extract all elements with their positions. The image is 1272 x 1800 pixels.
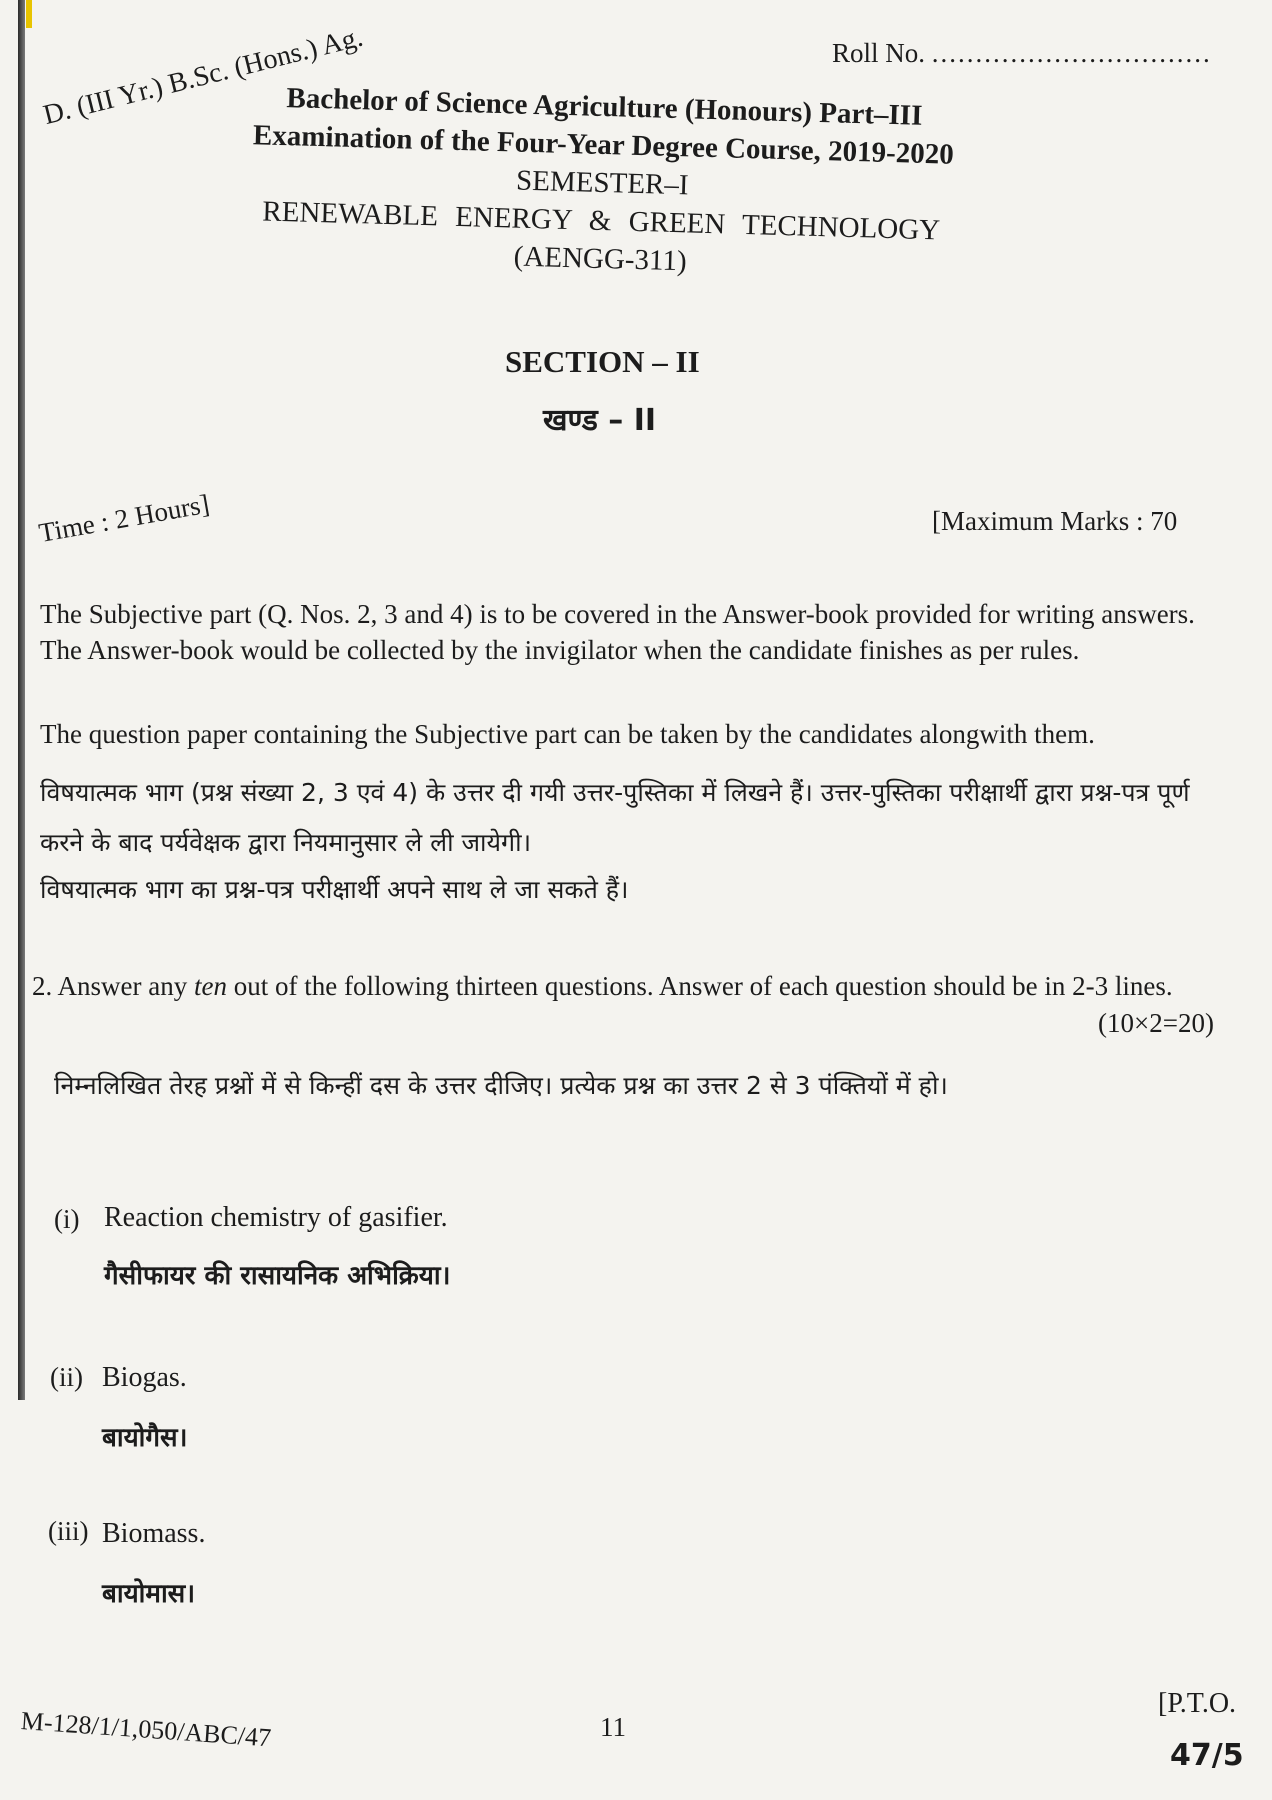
- set-number: 47/5: [1170, 1738, 1244, 1773]
- sub-question-number: (i): [54, 1204, 80, 1234]
- section-hindi-title: खण्ड – II: [543, 403, 657, 438]
- roll-label: Roll No.: [832, 38, 926, 68]
- instruction-hi-2: विषयात्मक भाग का प्रश्न-पत्र परीक्षार्थी अपने साथ ले जा सकते हैं।: [40, 875, 629, 904]
- question-hindi: निम्नलिखित तेरह प्रश्नों में से किन्हीं दस के उत्तर दीजिए। प्रत्येक प्रश्न का उत्तर 2 से 3 पंक्तियों में हो।: [54, 1071, 948, 1100]
- question-text-a: Answer any: [57, 971, 194, 1001]
- question-text-b: out of the following thirteen questions. Answer of each question should be in 2-3 lines.: [226, 971, 1173, 1001]
- sub-question-hi: बायोगैस।: [102, 1423, 188, 1453]
- sub-question-number: (iii): [48, 1516, 89, 1546]
- please-turn-over: [P.T.O.: [1158, 1688, 1237, 1719]
- exam-header: [195, 77, 1010, 290]
- degree-title: Bachelor of Science Agriculture (Honours) Part–III: [286, 82, 923, 132]
- subject-code: (AENGG-311): [513, 240, 688, 278]
- sub-question-hi: बायोमास।: [102, 1579, 196, 1609]
- binding-clip: [26, 0, 32, 28]
- question-text-em: ten: [193, 971, 227, 1001]
- roll-dots: ................................: [931, 38, 1212, 68]
- instruction-hi-1: विषयात्मक भाग (प्रश्न संख्या 2, 3 एवं 4) के उत्तर दी गयी उत्तर-पुस्तिका में लिखने हैं। उत्तर-पुस्तिका परीक्षार्थी द्वारा प्रश्न-पत्र पूर्ण करने के बाद पर्यवेक्षक द्वारा नियमानुसार ले ली जायेगी।: [40, 778, 1190, 857]
- exam-title: Examination of the Four-Year Degree Course, 2019-2020: [252, 119, 955, 171]
- question-number: 2.: [32, 971, 53, 1001]
- course-tag: D. (III Yr.) B.Sc. (Hons.) Ag.: [40, 21, 366, 132]
- paper-code: M-128/1/1,050/ABC/47: [19, 1706, 273, 1753]
- question-marks: (10×2=20): [1098, 1008, 1214, 1038]
- sub-question-hi: गैसीफायर की रासायनिक अभिक्रिया।: [104, 1261, 451, 1291]
- instruction-en-1: The Subjective part (Q. Nos. 2, 3 and 4) is to be covered in the Answer-book provided for writing answers. The Answer-book would be collected by the invigilator when the candidate finishes as per rules.: [40, 599, 1195, 665]
- time-allowed: Time : 2 Hours]: [36, 488, 212, 549]
- binding-edge: [18, 0, 25, 1400]
- instruction-en-2: The question paper containing the Subjective part can be taken by the candidates alongwith them.: [40, 719, 1095, 749]
- maximum-marks: [Maximum Marks : 70: [932, 506, 1178, 536]
- question-2: [32, 968, 1227, 1004]
- page-number: 11: [600, 1712, 626, 1742]
- section-title: SECTION – II: [505, 344, 700, 379]
- subject-title: RENEWABLE ENERGY & GREEN TECHNOLOGY: [261, 195, 941, 247]
- sub-question-en: Biogas.: [102, 1362, 187, 1393]
- semester: SEMESTER–I: [515, 164, 689, 202]
- sub-question-en: Biomass.: [102, 1518, 206, 1549]
- roll-number-field: [832, 38, 1212, 69]
- sub-question-en: Reaction chemistry of gasifier.: [104, 1202, 448, 1233]
- sub-question-number: (ii): [50, 1362, 83, 1392]
